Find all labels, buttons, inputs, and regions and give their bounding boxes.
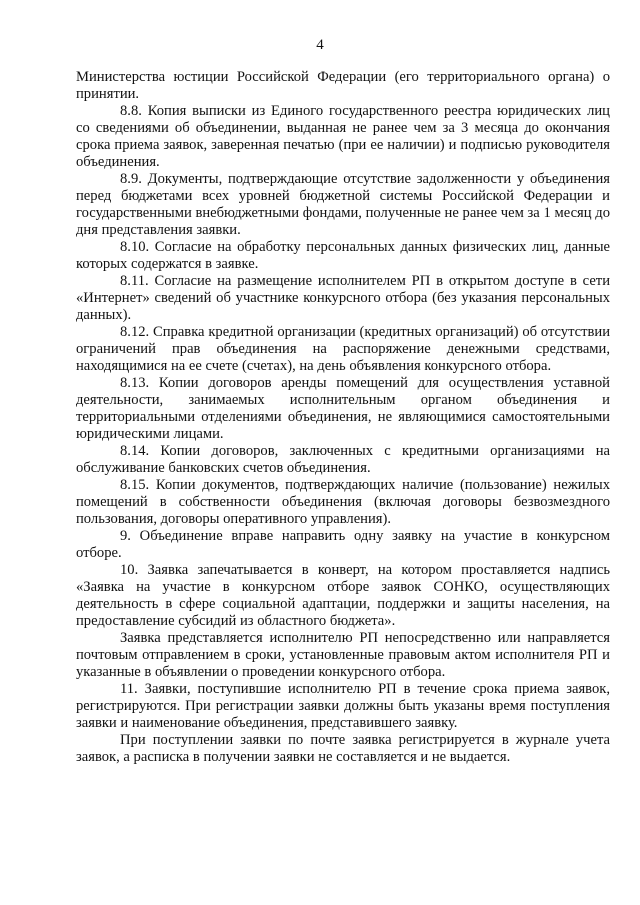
paragraph-9: 9. Объединение вправе направить одну заявку на участие в конкурсном отборе. [76, 528, 610, 561]
paragraph-8-12: 8.12. Справка кредитной организации (кредитных организаций) об отсутствии ограничений прав объединения на распоряжение денежными средствами, находящимися на ее счете (счетах), на день объявления конкурсного отбора. [76, 324, 610, 374]
paragraph-8-15: 8.15. Копии документов, подтверждающих наличие (пользование) нежилых помещений в собственности объединения (включая договоры безвозмездного пользования, договоры оперативного управления). [76, 477, 610, 527]
paragraph-continuation: Министерства юстиции Российской Федерации (его территориального органа) о принятии. [76, 69, 610, 102]
paragraph-8-10: 8.10. Согласие на обработку персональных данных физических лиц, данные которых содержатся в заявке. [76, 239, 610, 272]
paragraph-8-13: 8.13. Копии договоров аренды помещений для осуществления уставной деятельности, занимаемых исполнительным органом объединения и территориальными отделениями объединения, не являющимися самостоятельными юридическими лицами. [76, 375, 610, 442]
document-body [76, 69, 610, 766]
paragraph-8-14: 8.14. Копии договоров, заключенных с кредитными организациями на обслуживание банковских счетов объединения. [76, 443, 610, 476]
paragraph-8-9: 8.9. Документы, подтверждающие отсутствие задолженности у объединения перед бюджетами всех уровней бюджетной системы Российской Федерации и государственными внебюджетными фондами, полученные не ранее чем за 1 месяц до дня представления заявки. [76, 171, 610, 238]
paragraph-11-mail: При поступлении заявки по почте заявка регистрируется в журнале учета заявок, а расписка в получении заявки не составляется и не выдается. [76, 732, 610, 765]
paragraph-8-11: 8.11. Согласие на размещение исполнителем РП в открытом доступе в сети «Интернет» сведений об участнике конкурсного отбора (без указания персональных данных). [76, 273, 610, 323]
paragraph-8-8: 8.8. Копия выписки из Единого государственного реестра юридических лиц со сведениями об объединении, выданная не ранее чем за 3 месяца до окончания срока приема заявок, заверенная печатью (при ее наличии) и подписью руководителя объединения. [76, 103, 610, 170]
paragraph-11: 11. Заявки, поступившие исполнителю РП в течение срока приема заявок, регистрируются. При регистрации заявки должны быть указаны время поступления заявки и наименование объединения, представившего заявку. [76, 681, 610, 731]
page-number: 4 [316, 37, 324, 53]
paragraph-10: 10. Заявка запечатывается в конверт, на котором проставляется надпись «Заявка на участие в конкурсном отборе заявок СОНКО, осуществляющих деятельность в сфере социальной адаптации, поддержки и защиты населения, на предоставление субсидий из областного бюджета». [76, 562, 610, 629]
paragraph-10-submission: Заявка представляется исполнителю РП непосредственно или направляется почтовым отправлением в сроки, установленные правовым актом исполнителя РП и указанные в объявлении о проведении конкурсного отбора. [76, 630, 610, 680]
